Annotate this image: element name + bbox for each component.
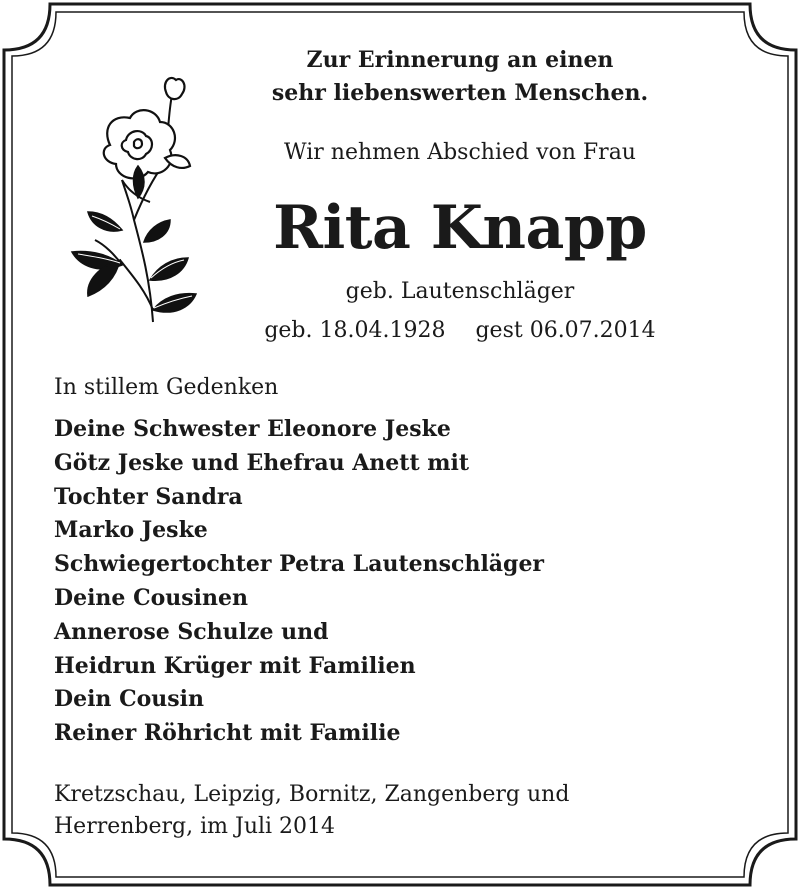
list-item: Reiner Röhricht mit Familie: [54, 720, 401, 747]
death-date: gest 06.07.2014: [475, 318, 656, 343]
mourners-heading: In stillem Gedenken: [54, 375, 279, 400]
list-item: Schwiegertochter Petra Lautenschläger: [54, 551, 545, 578]
mourners-list: [54, 413, 544, 751]
header-line-1: Zur Erinnerung an einen: [306, 47, 614, 73]
places-and-date: [54, 779, 569, 843]
life-dates: [200, 316, 720, 346]
places-line-2: Herrenberg, im Juli 2014: [54, 814, 336, 839]
farewell-intro: Wir nehmen Abschied von Frau: [284, 140, 636, 165]
list-item: Annerose Schulze und: [54, 618, 329, 645]
birth-date: geb. 18.04.1928: [264, 318, 446, 343]
deceased-name: Rita Knapp: [273, 193, 647, 263]
list-item: Deine Cousinen: [54, 584, 248, 611]
maiden-name: geb. Lautenschläger: [345, 279, 575, 304]
list-item: Götz Jeske und Ehefrau Anett mit: [54, 449, 470, 476]
list-item: Heidrun Krüger mit Familien: [54, 652, 416, 679]
list-item: Deine Schwester Eleonore Jeske: [54, 416, 451, 442]
places-line-1: Kretzschau, Leipzig, Bornitz, Zangenberg und: [54, 782, 570, 807]
memorial-header: [250, 44, 670, 110]
header-line-2: sehr liebenswerten Menschen.: [271, 80, 649, 106]
list-item: Marko Jeske: [54, 517, 208, 544]
list-item: Dein Cousin: [54, 686, 205, 713]
list-item: Tochter Sandra: [54, 483, 243, 510]
rose-icon: [50, 70, 220, 330]
